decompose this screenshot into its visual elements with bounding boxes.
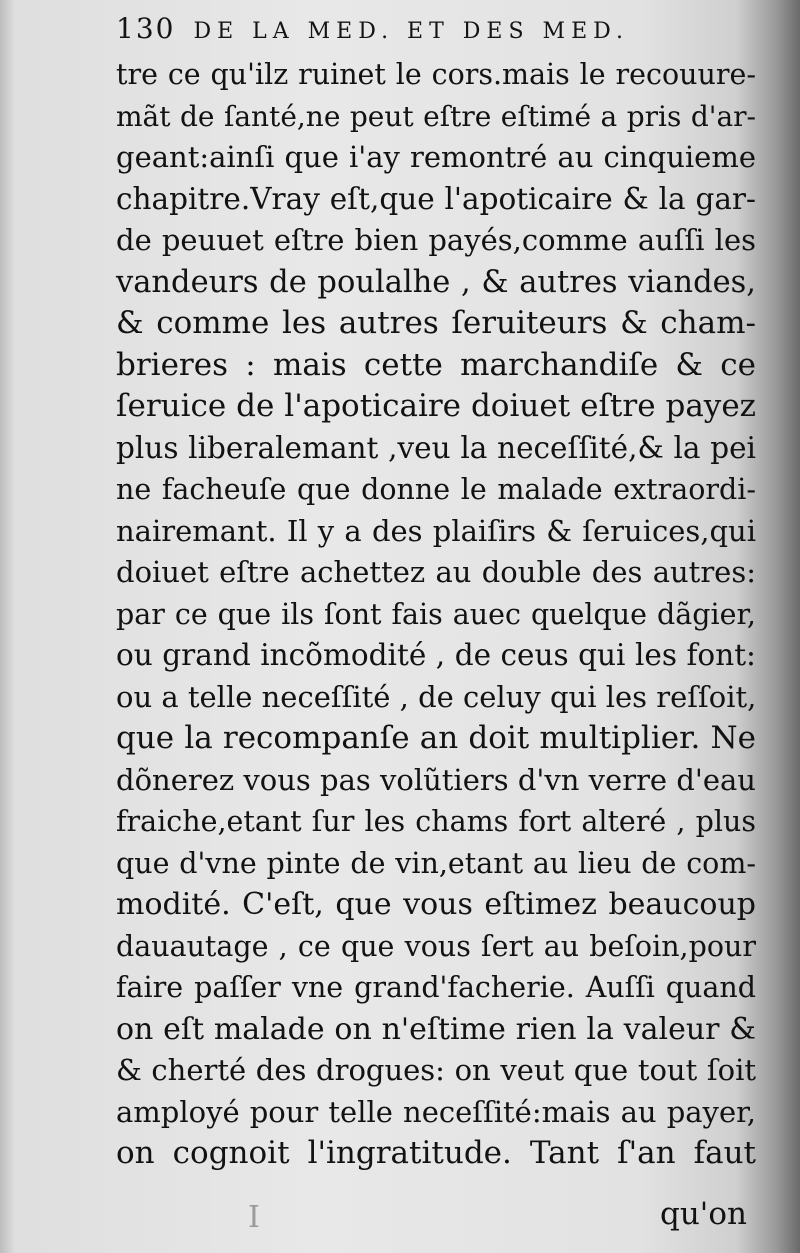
text-line: de peuuet eſtre bien payés,comme auſſi les (116, 223, 756, 257)
text-line: & comme les autres ſeruiteurs & cham- (116, 305, 756, 341)
text-line: doiuet eſtre achettez au double des autres: (116, 555, 756, 589)
text-line: chapitre.Vray eſt,que l'apoticaire & la gar- (116, 181, 756, 216)
text-line: que d'vne pinte de vin,etant au lieu de com- (116, 846, 756, 880)
running-title: DE LA MED. ET DES MED. (193, 19, 629, 44)
text-line: ſeruice de l'apoticaire doiuet eſtre payez (116, 388, 756, 424)
text-line: par ce que ils ſont fais auec quelque dãgier, (116, 597, 756, 631)
text-line: faire paſſer vne grand'facherie. Auſſi quand (116, 971, 756, 1004)
text-line: fraiche,etant ſur les chams fort alteré , plus (116, 805, 756, 838)
text-line: & cherté des drogues: on veut que tout ſoit (116, 1053, 756, 1087)
text-line: ou a telle neceſſité , de celuy qui les reſſoit, (116, 679, 757, 714)
text-line: vandeurs de poulalhe , & autres viandes, (116, 264, 756, 300)
text-line: tre ce qu'ilz ruinet le cors.mais le recouure- (116, 58, 756, 91)
text-line: dauautage , ce que vous ſert au beſoin,pour (116, 929, 756, 963)
text-line: que la recompanſe an doit multiplier. Ne (116, 720, 756, 756)
bottom-mark: I (248, 1200, 260, 1235)
text-line: on cognoit l'ingratitude. Tant ſ'an faut (116, 1135, 756, 1171)
catchword: qu'on (660, 1196, 747, 1232)
page-gutter (0, 0, 14, 1253)
text-line: dõnerez vous pas volũtiers d'vn verre d'eau (116, 762, 756, 797)
text-line: geant:ainſi que i'ay remontré au cinquieme (116, 140, 756, 174)
body-text (116, 54, 756, 1175)
text-line: brieres : mais cette marchandiſe & ce (116, 346, 756, 383)
text-line: ne facheuſe que donne le malade extraordi- (116, 473, 756, 506)
text-line: on eſt malade on n'eſtime rien la valeur & (116, 1011, 756, 1047)
text-line: plus liberalemant ,veu la neceſſité,& la pei (116, 430, 756, 465)
text-line: ou grand incõmodité , de ceus qui les font: (116, 638, 756, 672)
text-line: nairemant. Il y a des plaiſirs & ſeruices,qui (116, 513, 756, 548)
text-line: mãt de ſanté,ne peut eſtre eſtimé a pris d'ar- (116, 99, 756, 133)
text-line: modité. C'eſt, que vous eſtimez beaucoup (116, 887, 756, 922)
text-line: amployé pour telle neceſſité:mais au payer, (116, 1094, 756, 1129)
page-header (116, 12, 629, 48)
page-number: 130 (116, 12, 176, 45)
